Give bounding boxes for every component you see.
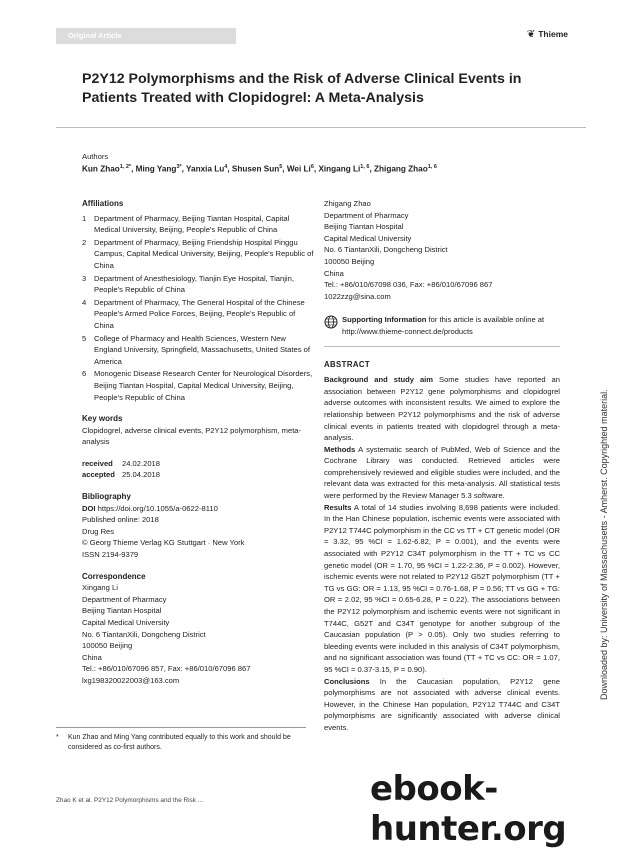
affiliation-text: Department of Pharmacy, The General Hospital of the Chinese People's Armed Police Forces, Beijing, People's Republic of China xyxy=(94,297,305,330)
article-type-tag: Original Article xyxy=(56,28,236,44)
affiliation-item xyxy=(82,333,314,368)
journal-name: Drug Res xyxy=(82,526,115,536)
address-line: No. 6 TiantanXili, Dongcheng District xyxy=(324,245,448,255)
affiliation-item xyxy=(82,273,314,296)
address-line: Capital Medical University xyxy=(324,233,412,243)
bibliography-heading: Bibliography xyxy=(82,492,131,502)
citation-line: Zhao K et al. P2Y12 Polymorphisms and the Risk ... xyxy=(56,797,204,804)
address-line[interactable]: 1022zzg@sina.com xyxy=(324,291,391,301)
copyright: © Georg Thieme Verlag KG Stuttgart · New York xyxy=(82,538,245,548)
supporting-text[interactable]: for this article is available online at http://www.thieme-connect.de/products xyxy=(342,315,545,336)
affiliation-item xyxy=(82,213,314,236)
author-affiliation-ref: 3* xyxy=(176,164,182,170)
footnote-star: * xyxy=(56,734,59,741)
address-line: Department of Pharmacy xyxy=(82,594,167,604)
watermark: ebook-hunter.org xyxy=(370,769,567,849)
affiliation-number: 2 xyxy=(82,237,87,247)
globe-icon xyxy=(324,315,338,329)
issn: ISSN 2194-9379 xyxy=(82,550,139,560)
address-line: Tel.: +86/010/67098 036, Fax: +86/010/67096 867 xyxy=(324,280,493,290)
affiliation-number: 3 xyxy=(82,273,87,283)
dates-section xyxy=(82,458,314,481)
affiliation-text: College of Pharmacy and Health Sciences, Western New England University, Springfield, Massachusetts, United States of America xyxy=(94,333,310,366)
author-affiliation-ref: 5 xyxy=(279,164,283,170)
address-line: Department of Pharmacy xyxy=(324,210,409,220)
left-column xyxy=(82,198,314,687)
results-label: Results xyxy=(324,502,352,512)
affiliation-text: Department of Pharmacy, Beijing Tiantan Hospital, Capital Medical University, Beijing, People's Republic of China xyxy=(94,213,290,235)
abstract-divider xyxy=(324,346,560,347)
accepted-date: 25.04.2018 xyxy=(122,470,161,480)
address-line: China xyxy=(324,268,344,278)
abstract-body xyxy=(324,374,560,733)
affiliation-number: 5 xyxy=(82,333,87,343)
address-line: China xyxy=(82,652,102,662)
author-name: Xingang Li xyxy=(318,164,361,174)
affiliations-list xyxy=(82,213,314,404)
second-correspondence-address xyxy=(324,198,560,302)
address-line: Xingang Li xyxy=(82,583,118,593)
methods-label: Methods xyxy=(324,444,356,454)
publisher-logo xyxy=(527,29,568,40)
affiliation-number: 6 xyxy=(82,369,87,379)
right-column xyxy=(324,198,560,734)
abstract-background: Background and study aim Some studies have reported an association between P2Y12 gene polymorphisms and clopidogrel adverse outcomes with inconsistent results. We aimed to explore the relationship between P2Y12 polymorphisms and the risk of adverse clinical events in patients treated with clopidogrel through a meta-analysis. xyxy=(324,375,560,443)
publisher-name: Thieme xyxy=(538,29,568,39)
abstract-conclusions: Conclusions In the Caucasian population, P2Y12 gene polymorphisms are not associated with adverse clinical events. However, in the Chinese Han population, P2Y12 T744C and C34T polymorphisms are significantly associated with adverse clinical events. xyxy=(324,676,560,732)
author-affiliation-ref: 1, 6 xyxy=(427,164,437,170)
keywords-section xyxy=(82,413,314,448)
doi-link[interactable]: https://doi.org/10.1055/a-0622-8110 xyxy=(97,503,218,513)
author-name: Kun Zhao xyxy=(82,164,120,174)
affiliation-item xyxy=(82,237,314,272)
address-line[interactable]: lxg198320022003@163.com xyxy=(82,675,180,685)
affiliation-text: Monogenic Disease Research Center for Neurological Disorders, Beijing Tiantan Hospital, Capital Medical University, Beijing, People's Republic of China xyxy=(94,369,313,402)
abstract-methods: Methods A systematic search of PubMed, Web of Science and the Cochrane Library was conducted. Retrieved articles were comprehensively reviewed and eligible studies were included, and the relevant data was extracted for this meta-analysis. All statistical tests were performed by the Review Manager 5.3 software. xyxy=(324,444,560,501)
author-list: Kun Zhao$^{1, 2*}$, Ming Yang$^{3*}$, Yanxia Lu$^4$, Shusen Sun$^5$, Wei Li$^6$, Xingang Li$^{1, 6}$, Zhigang Zhao$^{1, 6}$ xyxy=(82,164,437,174)
keywords-heading: Key words xyxy=(82,414,123,424)
correspondence-address xyxy=(82,582,314,686)
author-name: Shusen Sun xyxy=(231,164,280,174)
footnote-text: Kun Zhao and Ming Yang contributed equally to this work and should be considered as co-first authors. xyxy=(68,734,291,751)
author-name: Zhigang Zhao xyxy=(374,164,428,174)
conclusions-label: Conclusions xyxy=(324,676,370,686)
footnote-divider xyxy=(56,727,306,728)
published-date: Published online: 2018 xyxy=(82,515,159,525)
background-label: Background and study aim xyxy=(324,375,434,385)
author-name: Ming Yang xyxy=(135,164,177,174)
abstract-heading: ABSTRACT xyxy=(324,359,371,369)
affiliation-number: 1 xyxy=(82,213,87,223)
author-name: Yanxia Lu xyxy=(186,164,225,174)
author-affiliation-ref: 6 xyxy=(310,164,314,170)
address-line: Zhigang Zhao xyxy=(324,199,371,208)
supporting-label: Supporting Information xyxy=(342,315,427,325)
correspondence-section xyxy=(82,571,314,687)
authors-label: Authors xyxy=(82,152,109,161)
doi-label: DOI xyxy=(82,503,96,513)
article-title: P2Y12 Polymorphisms and the Risk of Adverse Clinical Events in Patients Treated with Clopidogrel: A Meta-Analysis xyxy=(82,71,522,106)
affiliation-item xyxy=(82,297,314,332)
keywords-text: Clopidogrel, adverse clinical events, P2Y12 polymorphism, meta-analysis xyxy=(82,425,302,447)
affiliation-text: Department of Anesthesiology, Tianjin Eye Hospital, Tianjin, People's Republic of China xyxy=(94,273,294,295)
address-line: 100050 Beijing xyxy=(324,256,375,266)
bibliography-section xyxy=(82,491,314,561)
accepted-label: accepted xyxy=(82,470,115,480)
correspondence-heading: Correspondence xyxy=(82,571,146,581)
supporting-info xyxy=(324,314,560,337)
address-line: 100050 Beijing xyxy=(82,641,133,651)
affiliation-text: Department of Pharmacy, Beijing Friendship Hospital Pinggu Campus, Capital Medical University, Beijing, People's Republic of China xyxy=(94,237,314,270)
author-affiliation-ref: 1, 6 xyxy=(360,164,370,170)
title-divider xyxy=(56,127,586,128)
affiliation-number: 4 xyxy=(82,297,87,307)
abstract-results: Results A total of 14 studies involving 8,698 patients were included. In the Han Chinese population, ischemic events were associated with P2Y12 T744C polymorphism in the CC vs TT + CT genetic model (OR = 3.32, 95 %CI = 1.62-6.82, P = 0.001), and the events were associated with P2Y12 C34T polymorphism in the TT + TC vs CC genetic model (OR = 1.70, 95 %CI = 1.22-2.36, P = 0.002). However, ischemic events were not related to P2Y12 G52T polymorphism (TT + TG vs GG: OR = 1.13, 95 %CI = 0.76-1.68, P = 0.56; TT vs GG + TG: OR = 2.02, 95 %CI = 0.65-6.28, P = 0.22). The associations between the P2Y12 polymorphism and ischemic events were not significant in T744C, G52T and C34T genotype for another subgroup of the Caucasian population (P > 0.05). Only two studies referring to bleeding events were included in this analysis of C34T polymorphism, and no significant association was found (TT + TC vs CC: OR = 1.07, 95 %CI = 0.37-3.15, P = 0.90). xyxy=(324,502,560,674)
author-affiliation-ref: 1, 2* xyxy=(119,164,132,170)
address-line: Beijing Tiantan Hospital xyxy=(82,606,162,616)
thieme-logo-icon: ❦ xyxy=(526,29,536,40)
received-label: received xyxy=(82,458,113,468)
download-notice: Downloaded by: University of Massachusetts - Amherst. Copyrighted material. xyxy=(599,389,609,700)
footnote xyxy=(56,733,310,753)
affiliation-item xyxy=(82,368,314,403)
address-line: Tel.: +86/010/67096 857, Fax: +86/010/67096 867 xyxy=(82,664,251,674)
address-line: Capital Medical University xyxy=(82,618,170,627)
author-name: Wei Li xyxy=(286,164,311,174)
received-date: 24.02.2018 xyxy=(122,458,161,468)
address-line: Beijing Tiantan Hospital xyxy=(324,222,404,232)
address-line: No. 6 TiantanXili, Dongcheng District xyxy=(82,629,206,639)
affiliations-heading: Affiliations xyxy=(82,199,124,208)
author-affiliation-ref: 4 xyxy=(224,164,228,170)
